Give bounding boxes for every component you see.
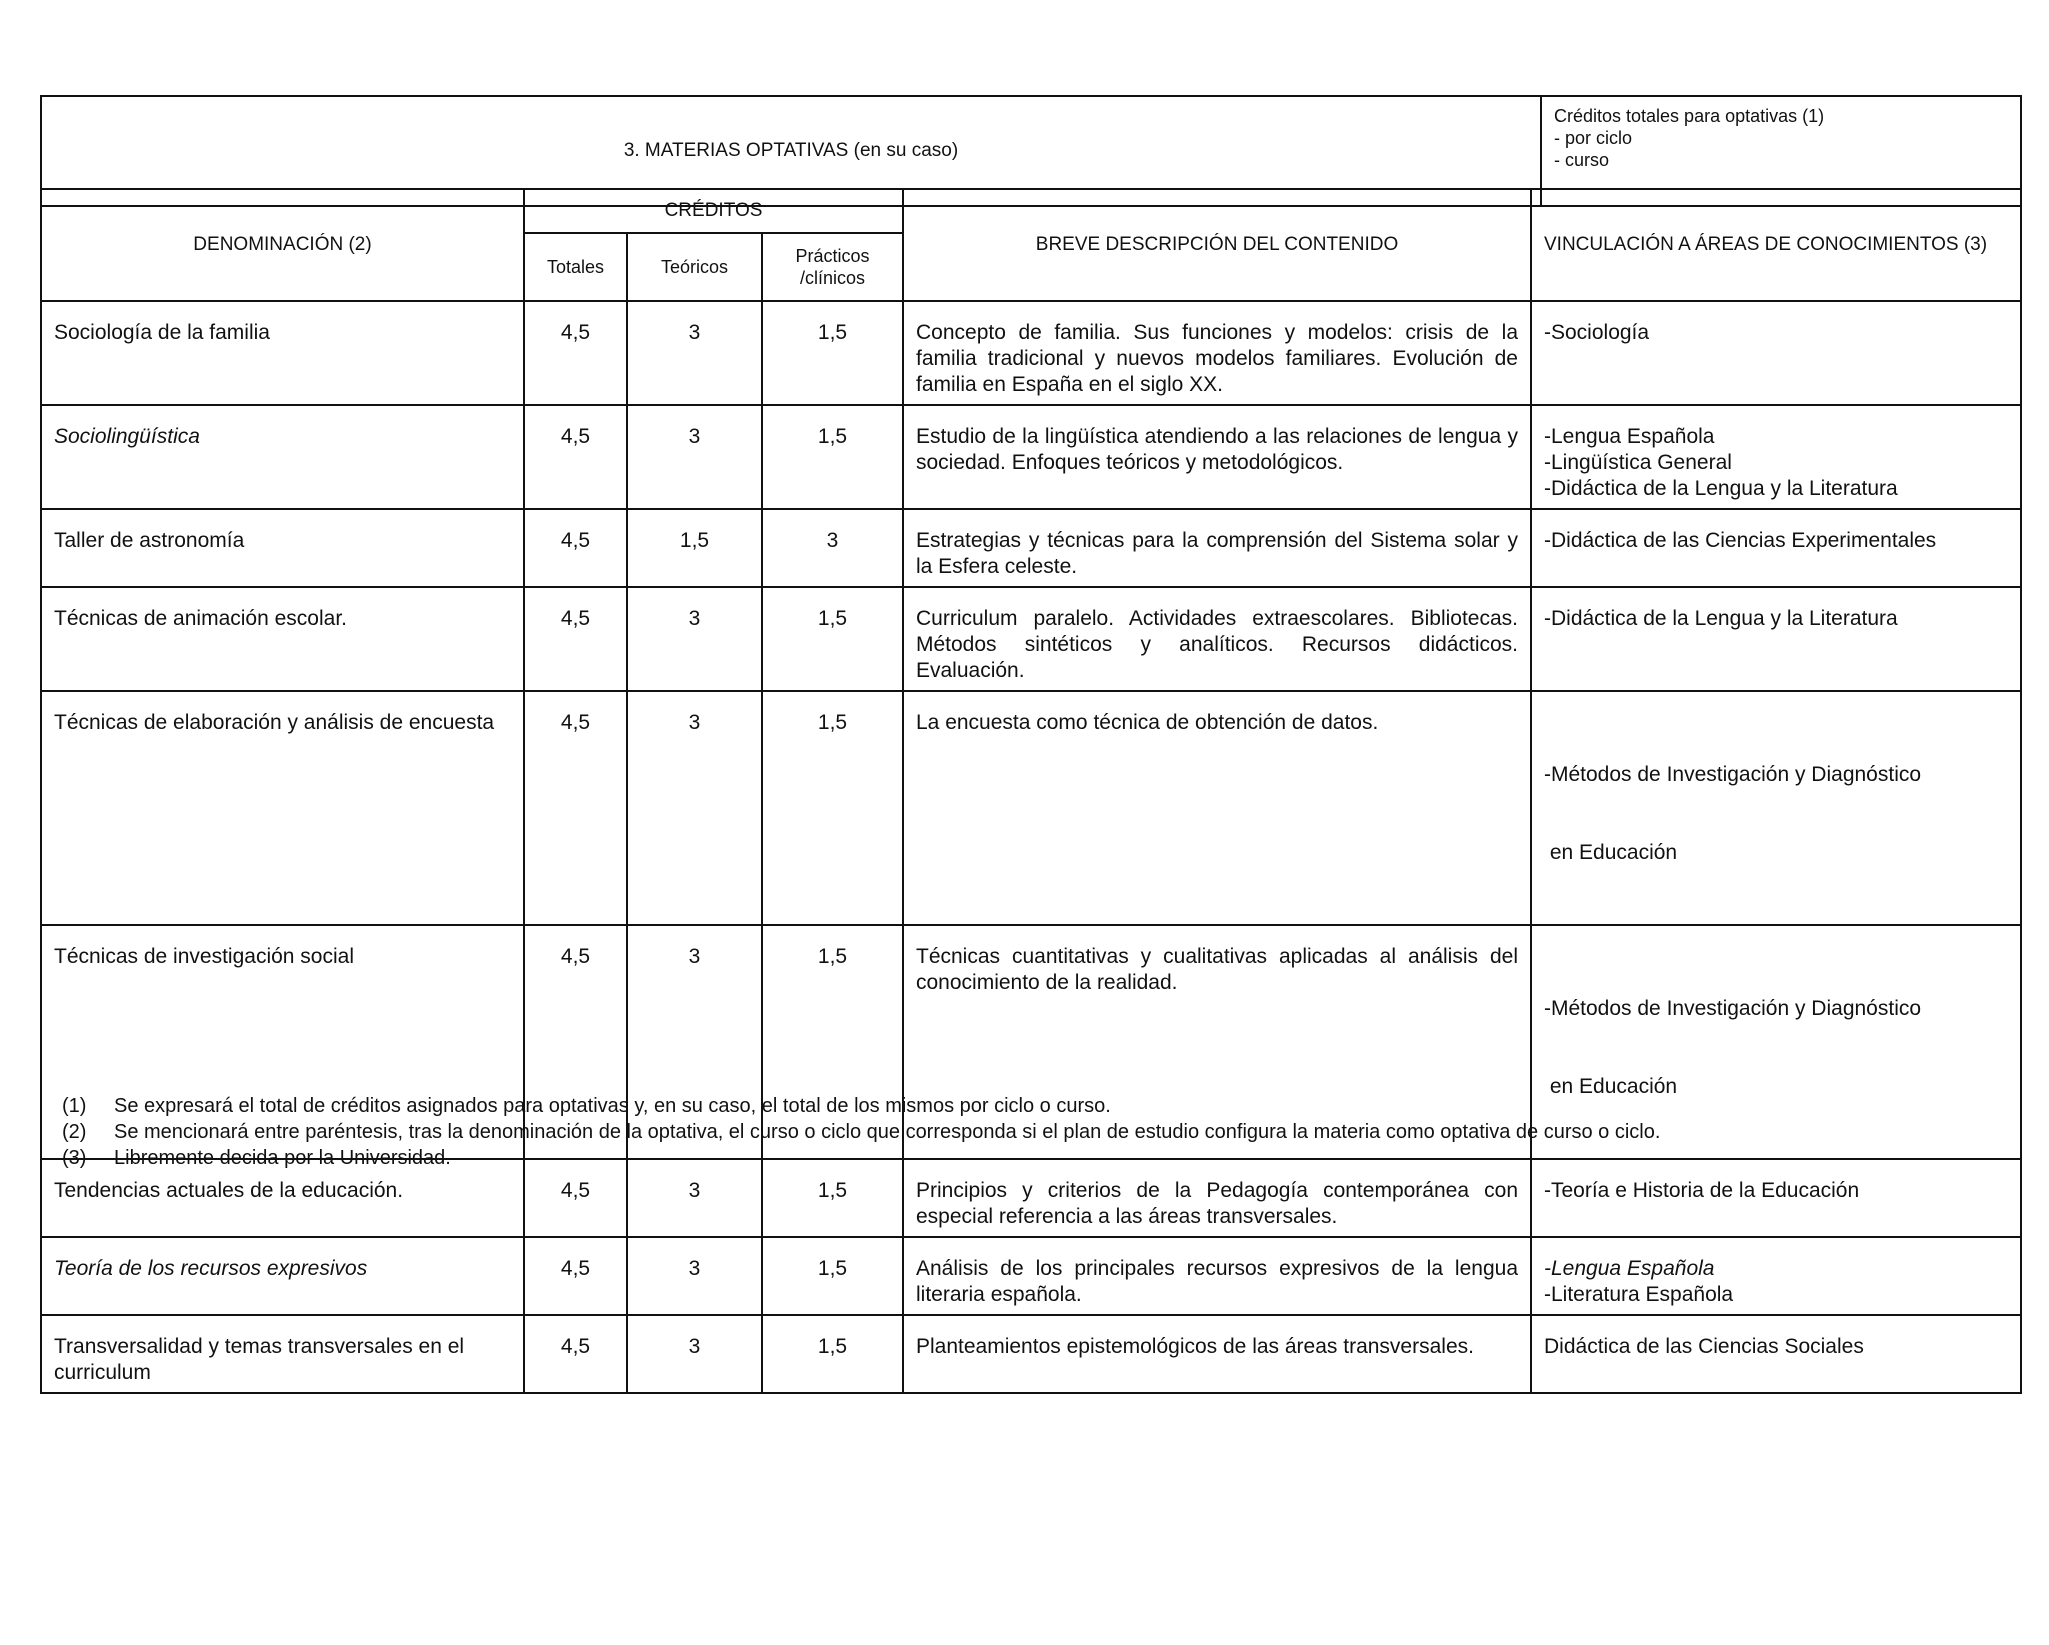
row-description: La encuesta como técnica de obtención de datos. [903, 691, 1531, 925]
row-areas [1531, 509, 2021, 587]
row-name: Sociología de la familia [41, 301, 524, 405]
column-header-creditos: CRÉDITOS [524, 189, 903, 233]
row-totales: 4,5 [524, 405, 627, 509]
row-teoricos: 1,5 [627, 509, 762, 587]
optativas-table [40, 188, 2022, 1394]
footnote-text: Libremente decida por la Universidad. [114, 1147, 451, 1169]
row-practicos: 1,5 [762, 691, 903, 925]
row-description: Principios y criterios de la Pedagogía contemporánea con especial referencia a las áreas transversales. [903, 1159, 1531, 1237]
row-name: Transversalidad y temas transversales en el curriculum [41, 1315, 524, 1393]
area-item: -Didáctica de las Ciencias Experimentales [1544, 529, 1937, 552]
table-row [41, 587, 2021, 691]
row-practicos: 1,5 [762, 405, 903, 509]
row-name: Técnicas de investigación social [41, 925, 524, 1159]
row-teoricos: 3 [627, 301, 762, 405]
table-row [41, 509, 2021, 587]
row-name: Sociolingüística [41, 405, 524, 509]
area-item: -Didáctica de la Lengua y la Literatura [1544, 477, 1898, 500]
row-teoricos: 3 [627, 925, 762, 1159]
row-practicos: 1,5 [762, 925, 903, 1159]
area-item: -Lingüística General [1544, 451, 1732, 474]
area-item: -Lengua Española [1544, 1257, 1715, 1280]
footnote [62, 1093, 1660, 1119]
area-item: -Métodos de Investigación y Diagnóstico [1544, 997, 1922, 1020]
column-header-descripcion: BREVE DESCRIPCIÓN DEL CONTENIDO [903, 189, 1531, 301]
row-practicos: 1,5 [762, 587, 903, 691]
row-name: Técnicas de animación escolar. [41, 587, 524, 691]
credits-box-line: - curso [1554, 150, 1610, 170]
footnotes [62, 1093, 1660, 1171]
row-practicos: 1,5 [762, 1315, 903, 1393]
column-header-totales: Totales [524, 233, 627, 301]
row-description: Curriculum paralelo. Actividades extraescolares. Bibliotecas. Métodos sintéticos y analíticos. Recursos didácticos. Evaluación. [903, 587, 1531, 691]
row-description: Técnicas cuantitativas y cualitativas aplicadas al análisis del conocimiento de la realidad. [903, 925, 1531, 1159]
area-item: -Didáctica de la Lengua y la Literatura [1544, 607, 1898, 630]
table-row [41, 1237, 2021, 1315]
credits-box-line: Créditos totales para optativas (1) [1554, 106, 1825, 126]
row-totales: 4,5 [524, 925, 627, 1159]
row-areas [1531, 691, 2021, 925]
row-name: Tendencias actuales de la educación. [41, 1159, 524, 1237]
footnote-number: (2) [62, 1121, 87, 1143]
row-practicos: 3 [762, 509, 903, 587]
row-teoricos: 3 [627, 1315, 762, 1393]
row-totales: 4,5 [524, 509, 627, 587]
row-areas [1531, 1315, 2021, 1393]
row-areas [1531, 405, 2021, 509]
row-totales: 4,5 [524, 587, 627, 691]
column-header-teoricos: Teóricos [627, 233, 762, 301]
section-title: 3. MATERIAS OPTATIVAS (en su caso) [41, 96, 1541, 206]
column-header-practicos: Prácticos /clínicos [762, 233, 903, 301]
table-row [41, 301, 2021, 405]
area-item: -Teoría e Historia de la Educación [1544, 1179, 1860, 1202]
column-header-vinculacion: VINCULACIÓN A ÁREAS DE CONOCIMIENTOS (3) [1531, 189, 2021, 301]
row-areas [1531, 1237, 2021, 1315]
row-totales: 4,5 [524, 301, 627, 405]
footnote [62, 1119, 1660, 1145]
row-teoricos: 3 [627, 587, 762, 691]
area-item: -Sociología [1544, 321, 1650, 344]
row-areas [1531, 301, 2021, 405]
area-item: -Lengua Española [1544, 425, 1715, 448]
row-totales: 4,5 [524, 1315, 627, 1393]
row-teoricos: 3 [627, 691, 762, 925]
footnote-text: Se expresará el total de créditos asignados para optativas y, en su caso, el total de los mismos por ciclo o curso. [114, 1095, 1111, 1117]
table-row [41, 405, 2021, 509]
row-practicos: 1,5 [762, 301, 903, 405]
row-name: Teoría de los recursos expresivos [41, 1237, 524, 1315]
footnote [62, 1145, 1660, 1171]
row-description: Estudio de la lingüística atendiendo a las relaciones de lengua y sociedad. Enfoques teóricos y metodológicos. [903, 405, 1531, 509]
footnote-number: (3) [62, 1147, 87, 1169]
row-teoricos: 3 [627, 1237, 762, 1315]
area-item: en Educación [1544, 1075, 1678, 1098]
row-description: Estrategias y técnicas para la comprensión del Sistema solar y la Esfera celeste. [903, 509, 1531, 587]
footnote-number: (1) [62, 1095, 87, 1117]
row-name: Técnicas de elaboración y análisis de encuesta [41, 691, 524, 925]
credits-box-line: - por ciclo [1554, 128, 1633, 148]
area-item: -Literatura Española [1544, 1283, 1734, 1306]
row-description: Planteamientos epistemológicos de las áreas transversales. [903, 1315, 1531, 1393]
row-totales: 4,5 [524, 691, 627, 925]
row-practicos: 1,5 [762, 1159, 903, 1237]
area-item: -Métodos de Investigación y Diagnóstico [1544, 763, 1922, 786]
row-areas [1531, 587, 2021, 691]
row-name: Taller de astronomía [41, 509, 524, 587]
row-description: Análisis de los principales recursos expresivos de la lengua literaria española. [903, 1237, 1531, 1315]
row-totales: 4,5 [524, 1237, 627, 1315]
area-item: Didáctica de las Ciencias Sociales [1544, 1335, 1864, 1358]
table-row [41, 691, 2021, 925]
row-totales: 4,5 [524, 1159, 627, 1237]
column-header-denominacion: DENOMINACIÓN (2) [41, 189, 524, 301]
row-teoricos: 3 [627, 405, 762, 509]
table-row [41, 1315, 2021, 1393]
row-practicos: 1,5 [762, 1237, 903, 1315]
row-description: Concepto de familia. Sus funciones y modelos: crisis de la familia tradicional y nuevos modelos familiares. Evolución de familia en España en el siglo XX. [903, 301, 1531, 405]
row-teoricos: 3 [627, 1159, 762, 1237]
footnote-text: Se mencionará entre paréntesis, tras la denominación de la optativa, el curso o ciclo que corresponda si el plan de estudio configura la materia como optativa de curso o ciclo. [114, 1121, 1661, 1143]
area-item: en Educación [1544, 841, 1678, 864]
